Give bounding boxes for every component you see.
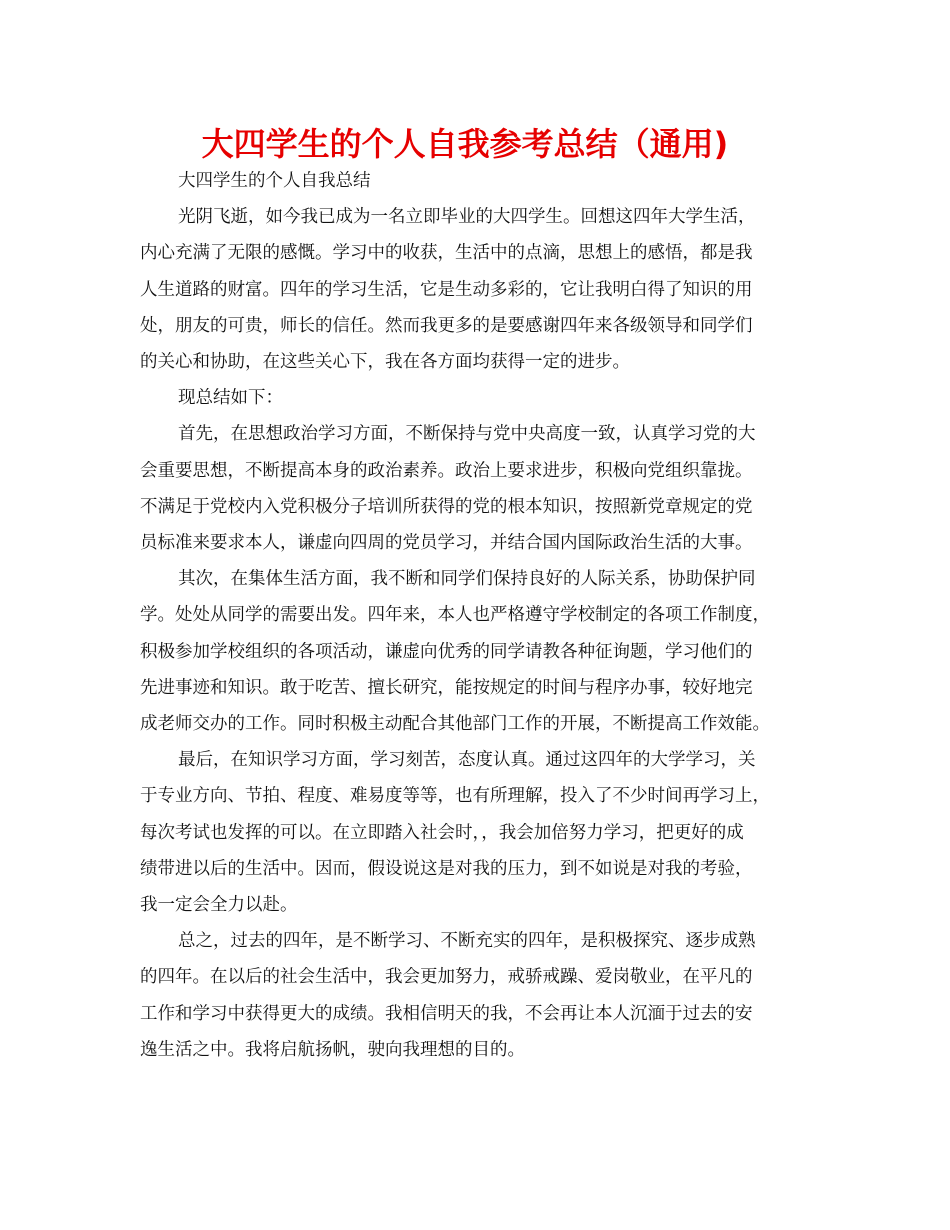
paragraph-1	[140, 199, 808, 380]
paragraph-line: 内心充满了无限的感慨。学习中的收获，生活中的点滴，思想上的感悟，都是我	[140, 243, 753, 264]
paragraph-line: 于专业方向、节拍、程度、难易度等等，也有所理解，投入了不少时间再学习上，	[140, 786, 770, 807]
paragraph-line: 的关心和协助，在这些关心下，我在各方面均获得一定的进步。	[140, 352, 630, 373]
paragraph-line: 每次考试也发挥的可以。在立即踏入社会时，，我会加倍努力学习，把更好的成	[140, 822, 744, 843]
paragraph-6	[140, 923, 808, 1068]
document-subtitle: 大四学生的个人自我总结	[178, 171, 371, 191]
paragraph-line: 先进事迹和知识。敢于吃苦、擅长研究，能按规定的时间与程序办事，较好地完	[140, 677, 753, 698]
paragraph-line: 员标准来要求本人，谦虚向四周的党员学习，并结合国内国际政治生活的大事。	[140, 533, 753, 554]
paragraph-line: 首先，在思想政治学习方面，不断保持与党中央高度一致，认真学习党的大	[178, 424, 756, 445]
paragraph-2	[140, 380, 808, 416]
paragraph-line: 光阴飞逝，如今我已成为一名立即毕业的大四学生。回想这四年大学生活，	[178, 207, 756, 228]
paragraph-line: 其次，在集体生活方面，我不断和同学们保持良好的人际关系，协助保护同	[178, 569, 756, 590]
paragraph-line: 绩带进以后的生活中。因而，假设说这是对我的压力，到不如说是对我的考验，	[140, 858, 753, 879]
paragraph-line: 学。处处从同学的需要出发。四年来，本人也严格遵守学校制定的各项工作制度，	[140, 605, 770, 626]
paragraph-line: 我一定会全力以赴。	[140, 895, 298, 916]
paragraph-line: 不满足于党校内入党积极分子培训所获得的党的根本知识，按照新党章规定的党	[140, 496, 753, 517]
document-body	[140, 163, 808, 1068]
paragraph-line: 工作和学习中获得更大的成绩。我相信明天的我，不会再让本人沉湎于过去的安	[140, 1003, 753, 1024]
document-title: 大四学生的个人自我参考总结（通用)	[201, 125, 729, 163]
paragraph-5	[140, 742, 808, 923]
paragraph-line: 处，朋友的可贵，师长的信任。然而我更多的是要感谢四年来各级领导和同学们	[140, 315, 753, 336]
paragraph-4	[140, 561, 808, 742]
paragraph-line: 总之，过去的四年，是不断学习、不断充实的四年，是积极探究、逐步成熟	[178, 931, 756, 952]
paragraph-line: 积极参加学校组织的各项活动，谦虚向优秀的同学请教各种征询题，学习他们的	[140, 641, 753, 662]
paragraph-3	[140, 416, 808, 561]
paragraph-line: 现总结如下：	[178, 388, 283, 409]
paragraph-line: 逸生活之中。我将启航扬帆，驶向我理想的目的。	[140, 1039, 525, 1060]
paragraph-line: 人生道路的财富。四年的学习生活，它是生动多彩的，它让我明白得了知识的用	[140, 279, 753, 300]
paragraph-line: 成老师交办的工作。同时积极主动配合其他部门工作的开展，不断提高工作效能。	[140, 714, 770, 735]
paragraph-line: 的四年。在以后的社会生活中，我会更加努力，戒骄戒躁、爱岗敬业，在平凡的	[140, 967, 753, 988]
paragraph-line: 会重要思想，不断提高本身的政治素养。政治上要求进步，积极向党组织靠拢。	[140, 460, 753, 481]
paragraph-line: 最后，在知识学习方面，学习刻苦，态度认真。通过这四年的大学学习，关	[178, 750, 756, 771]
